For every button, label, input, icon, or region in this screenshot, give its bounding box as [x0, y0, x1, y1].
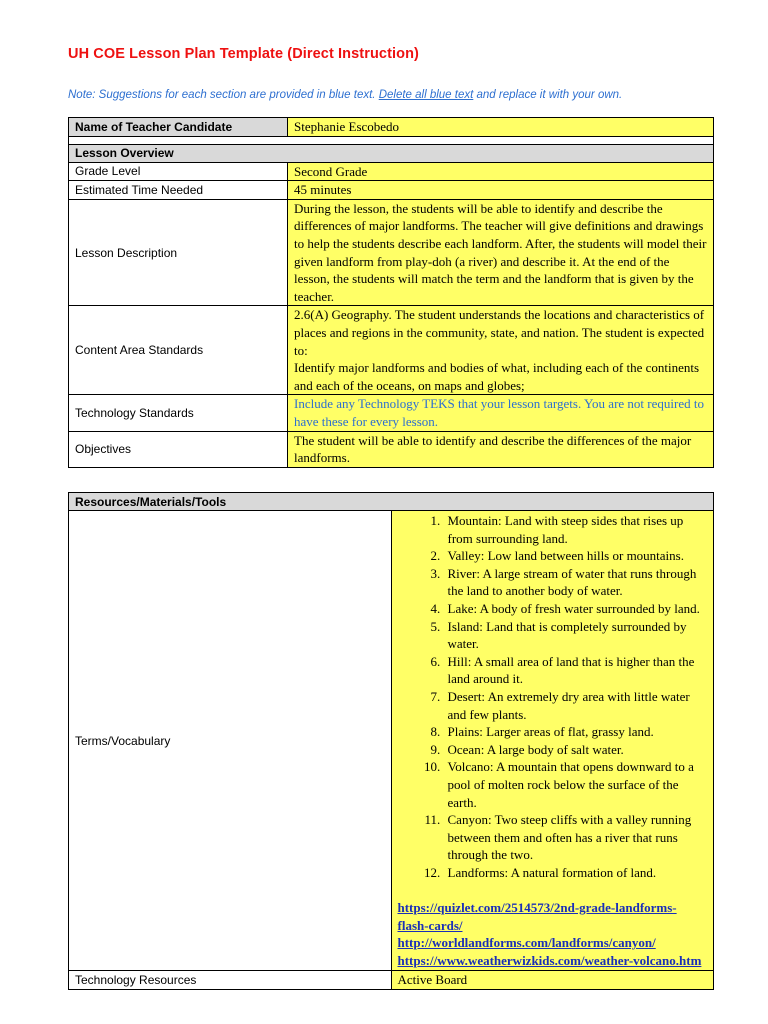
instructions-note [68, 89, 622, 101]
teacher-label-cell [69, 118, 288, 137]
tech-resources-field[interactable]: Active Board [391, 971, 714, 990]
note-underlined-text: Delete all blue text [378, 89, 474, 101]
lesson-overview-heading: Lesson Overview [69, 144, 714, 162]
table-row [69, 306, 714, 395]
resource-link[interactable]: http://worldlandforms.com/landforms/canyon/ [397, 935, 656, 951]
resource-link[interactable]: https://quizlet.com/2514573/2nd-grade-landforms-flash-cards/ [397, 900, 677, 933]
note-text-2: and replace it with your own. [473, 89, 623, 101]
vocabulary-item: 11. Canyon: Two steep cliffs with a valley running between them and often has a river that runs through the two. [444, 811, 708, 864]
objectives-field[interactable]: The student will be able to identify and describe the differences of the major landforms. [288, 431, 714, 467]
vocabulary-item: 5. Island: Land that is completely surrounded by water. [444, 618, 708, 653]
spacer-cell [69, 136, 714, 144]
vocabulary-item: 9. Ocean: A large body of salt water. [444, 741, 708, 759]
table-row [69, 162, 714, 181]
blank-line [398, 881, 708, 899]
grade-level-label: Grade Level [69, 162, 288, 181]
table-row [69, 971, 714, 990]
note-text-1: Note: Suggestions for each section are provided in blue text. [68, 89, 379, 101]
vocabulary-item: 6. Hill: A small area of land that is higher than the land around it. [444, 653, 708, 688]
lesson-description-field[interactable]: During the lesson, the students will be able to identify and describe the differences of major landforms. The teacher will give definitions and drawings to help the students describe each landform. After, the students will model their given landform from play-doh (a river) and describe it. At the end of the lesson, the students will match the term and the landform that is given by the teacher. [288, 199, 714, 306]
table-row [69, 511, 714, 971]
table-row [69, 493, 714, 511]
teacher-label: Name of Teacher Candidate [75, 119, 233, 134]
resource-link[interactable]: https://www.weatherwizkids.com/weather-volcano.htm [397, 952, 702, 968]
time-needed-label: Estimated Time Needed [69, 181, 288, 200]
grade-level-field[interactable]: Second Grade [288, 162, 714, 181]
lesson-description-label: Lesson Description [69, 199, 288, 306]
tech-standards-field[interactable]: Include any Technology TEKS that your lesson targets. You are not required to have these for every lesson. [288, 395, 714, 431]
teacher-table [68, 117, 714, 468]
vocabulary-item: 1. Mountain: Land with steep sides that rises up from surrounding land. [444, 512, 708, 547]
terms-vocabulary-label: Terms/Vocabulary [69, 511, 392, 971]
content-standards-field[interactable] [288, 306, 714, 395]
vocabulary-item: 8. Plains: Larger areas of flat, grassy land. [444, 723, 708, 741]
table-row [69, 395, 714, 431]
standards-text-2: Identify major landforms and bodies of what, including each of the continents and each of the oceans, on maps and globes; [294, 360, 700, 393]
table-row [69, 431, 714, 467]
standards-text-1: 2.6(A) Geography. The student understands the locations and characteristics of places and regions in the community, state, and nation. The student is expected to: [294, 307, 705, 358]
objectives-label: Objectives [69, 431, 288, 467]
time-needed-field[interactable]: 45 minutes [288, 181, 714, 200]
vocabulary-item: 3. River: A large stream of water that runs through the land to another body of water. [444, 565, 708, 600]
tech-standards-label: Technology Standards [69, 395, 288, 431]
content-standards-label: Content Area Standards [69, 306, 288, 395]
table-row [69, 199, 714, 306]
table-row [69, 144, 714, 162]
vocabulary-item: 2. Valley: Low land between hills or mountains. [444, 547, 708, 565]
table-row [69, 181, 714, 200]
tech-resources-label: Technology Resources [69, 971, 392, 990]
vocabulary-item: 10. Volcano: A mountain that opens downward to a pool of molten rock below the surface of the earth. [444, 758, 708, 811]
vocabulary-item: 7. Desert: An extremely dry area with little water and few plants. [444, 688, 708, 723]
spacer-row [69, 136, 714, 144]
links-list [398, 899, 708, 969]
table-row [69, 118, 714, 137]
terms-vocabulary-field[interactable] [391, 511, 714, 971]
resources-heading: Resources/Materials/Tools [69, 493, 714, 511]
teacher-name-field[interactable]: Stephanie Escobedo [288, 118, 714, 137]
vocabulary-item: 12. Landforms: A natural formation of land. [444, 864, 708, 882]
terms-list [398, 512, 708, 881]
document-title: UH COE Lesson Plan Template (Direct Instruction) [68, 46, 419, 62]
resources-table [68, 492, 714, 990]
vocabulary-item: 4. Lake: A body of fresh water surrounded by land. [444, 600, 708, 618]
